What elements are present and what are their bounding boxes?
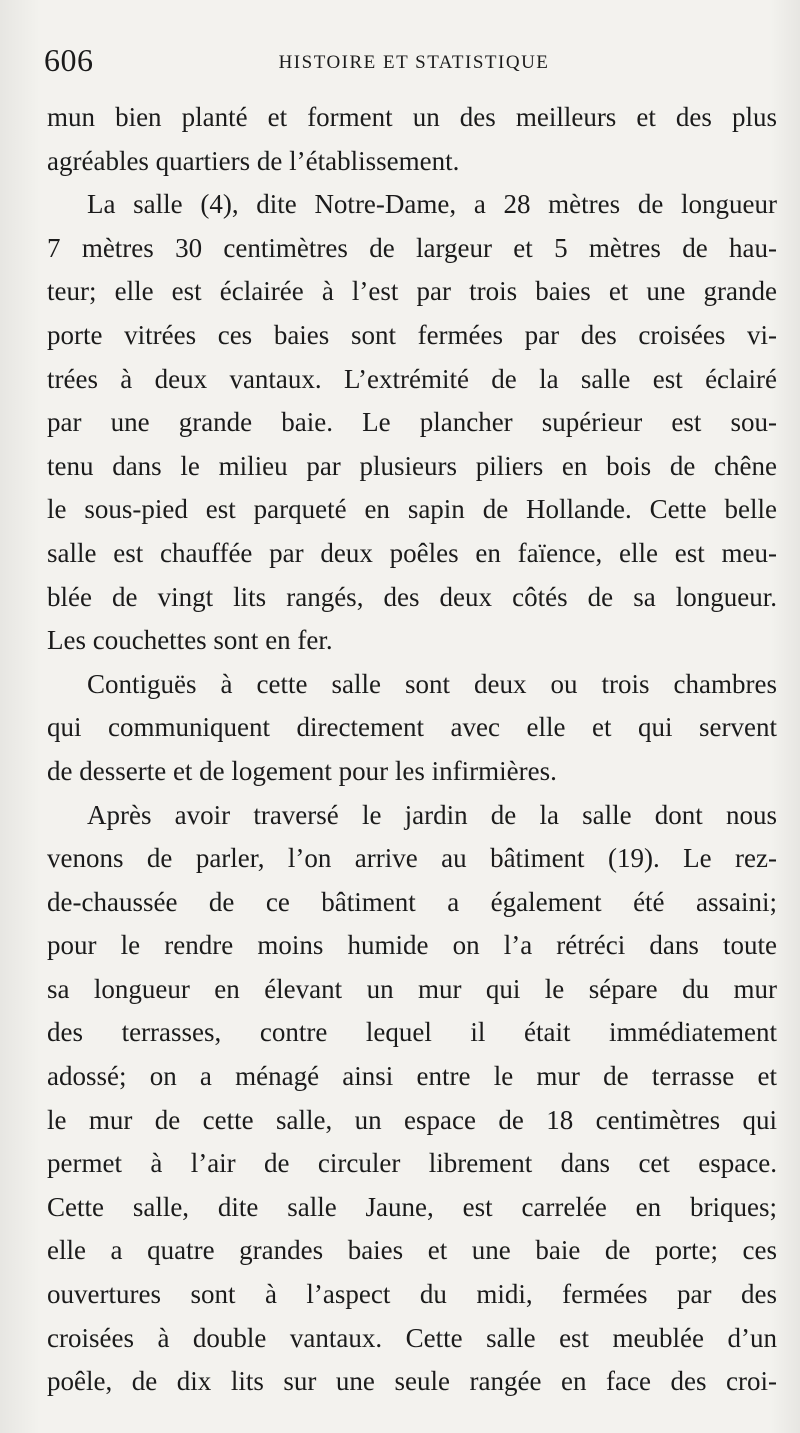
text-line: permet à l’air de circuler librement dans cet espace. (47, 1148, 777, 1179)
text-line: poêle, de dix lits sur une seule rangée en face des croi- (47, 1366, 777, 1397)
running-head: HISTOIRE ET STATISTIQUE (278, 52, 550, 73)
text-line: pour le rendre moins humide on l’a rétréci dans toute (47, 930, 777, 961)
text-line: Après avoir traversé le jardin de la salle dont nous (87, 799, 777, 830)
text-line: ouvertures sont à l’aspect du midi, fermées par des (47, 1279, 777, 1310)
text-line: blée de vingt lits rangés, des deux côtés de sa longueur. (47, 581, 777, 612)
text-line: porte vitrées ces baies sont fermées par des croisées vi- (47, 319, 777, 350)
text-line: de-chaussée de ce bâtiment a également été assaini; (47, 886, 777, 917)
text-line: adossé; on a ménagé ainsi entre le mur de terrasse et (47, 1061, 777, 1092)
text-line: venons de parler, l’on arrive au bâtiment (19). Le rez- (47, 843, 777, 874)
text-line: de desserte et de logement pour les infirmières. (47, 755, 557, 786)
page-header (44, 40, 784, 80)
text-line: salle est chauffée par deux poêles en faïence, elle est meu- (47, 537, 777, 568)
page-number: 606 (44, 42, 94, 78)
text-line: elle a quatre grandes baies et une baie de porte; ces (47, 1235, 777, 1266)
body-text (47, 96, 777, 1404)
text-line: trées à deux vantaux. L’extrémité de la salle est éclairé (47, 363, 777, 394)
text-line: agréables quartiers de l’établissement. (47, 145, 460, 176)
text-line: le sous-pied est parqueté en sapin de Hollande. Cette belle (47, 494, 777, 525)
text-line: 7 mètres 30 centimètres de largeur et 5 mètres de hau- (47, 232, 777, 263)
text-line: le mur de cette salle, un espace de 18 centimètres qui (47, 1104, 777, 1135)
text-line: tenu dans le milieu par plusieurs piliers en bois de chêne (47, 450, 777, 481)
text-line: Cette salle, dite salle Jaune, est carrelée en briques; (47, 1191, 777, 1222)
text-line: croisées à double vantaux. Cette salle est meublée d’un (47, 1322, 777, 1353)
text-line: mun bien planté et forment un des meilleurs et des plus (47, 102, 777, 132)
text-line: Contiguës à cette salle sont deux ou trois chambres (87, 668, 777, 699)
text-line: qui communiquent directement avec elle et qui servent (47, 712, 777, 743)
text-line: La salle (4), dite Notre-Dame, a 28 mètres de longueur (87, 189, 777, 220)
text-line: teur; elle est éclairée à l’est par trois baies et une grande (47, 276, 777, 307)
text-line: Les couchettes sont en fer. (47, 625, 333, 656)
text-line: sa longueur en élevant un mur qui le sépare du mur (47, 973, 777, 1004)
text-line: des terrasses, contre lequel il était immédiatement (47, 1017, 777, 1048)
text-line: par une grande baie. Le plancher supérieur est sou- (47, 407, 777, 438)
